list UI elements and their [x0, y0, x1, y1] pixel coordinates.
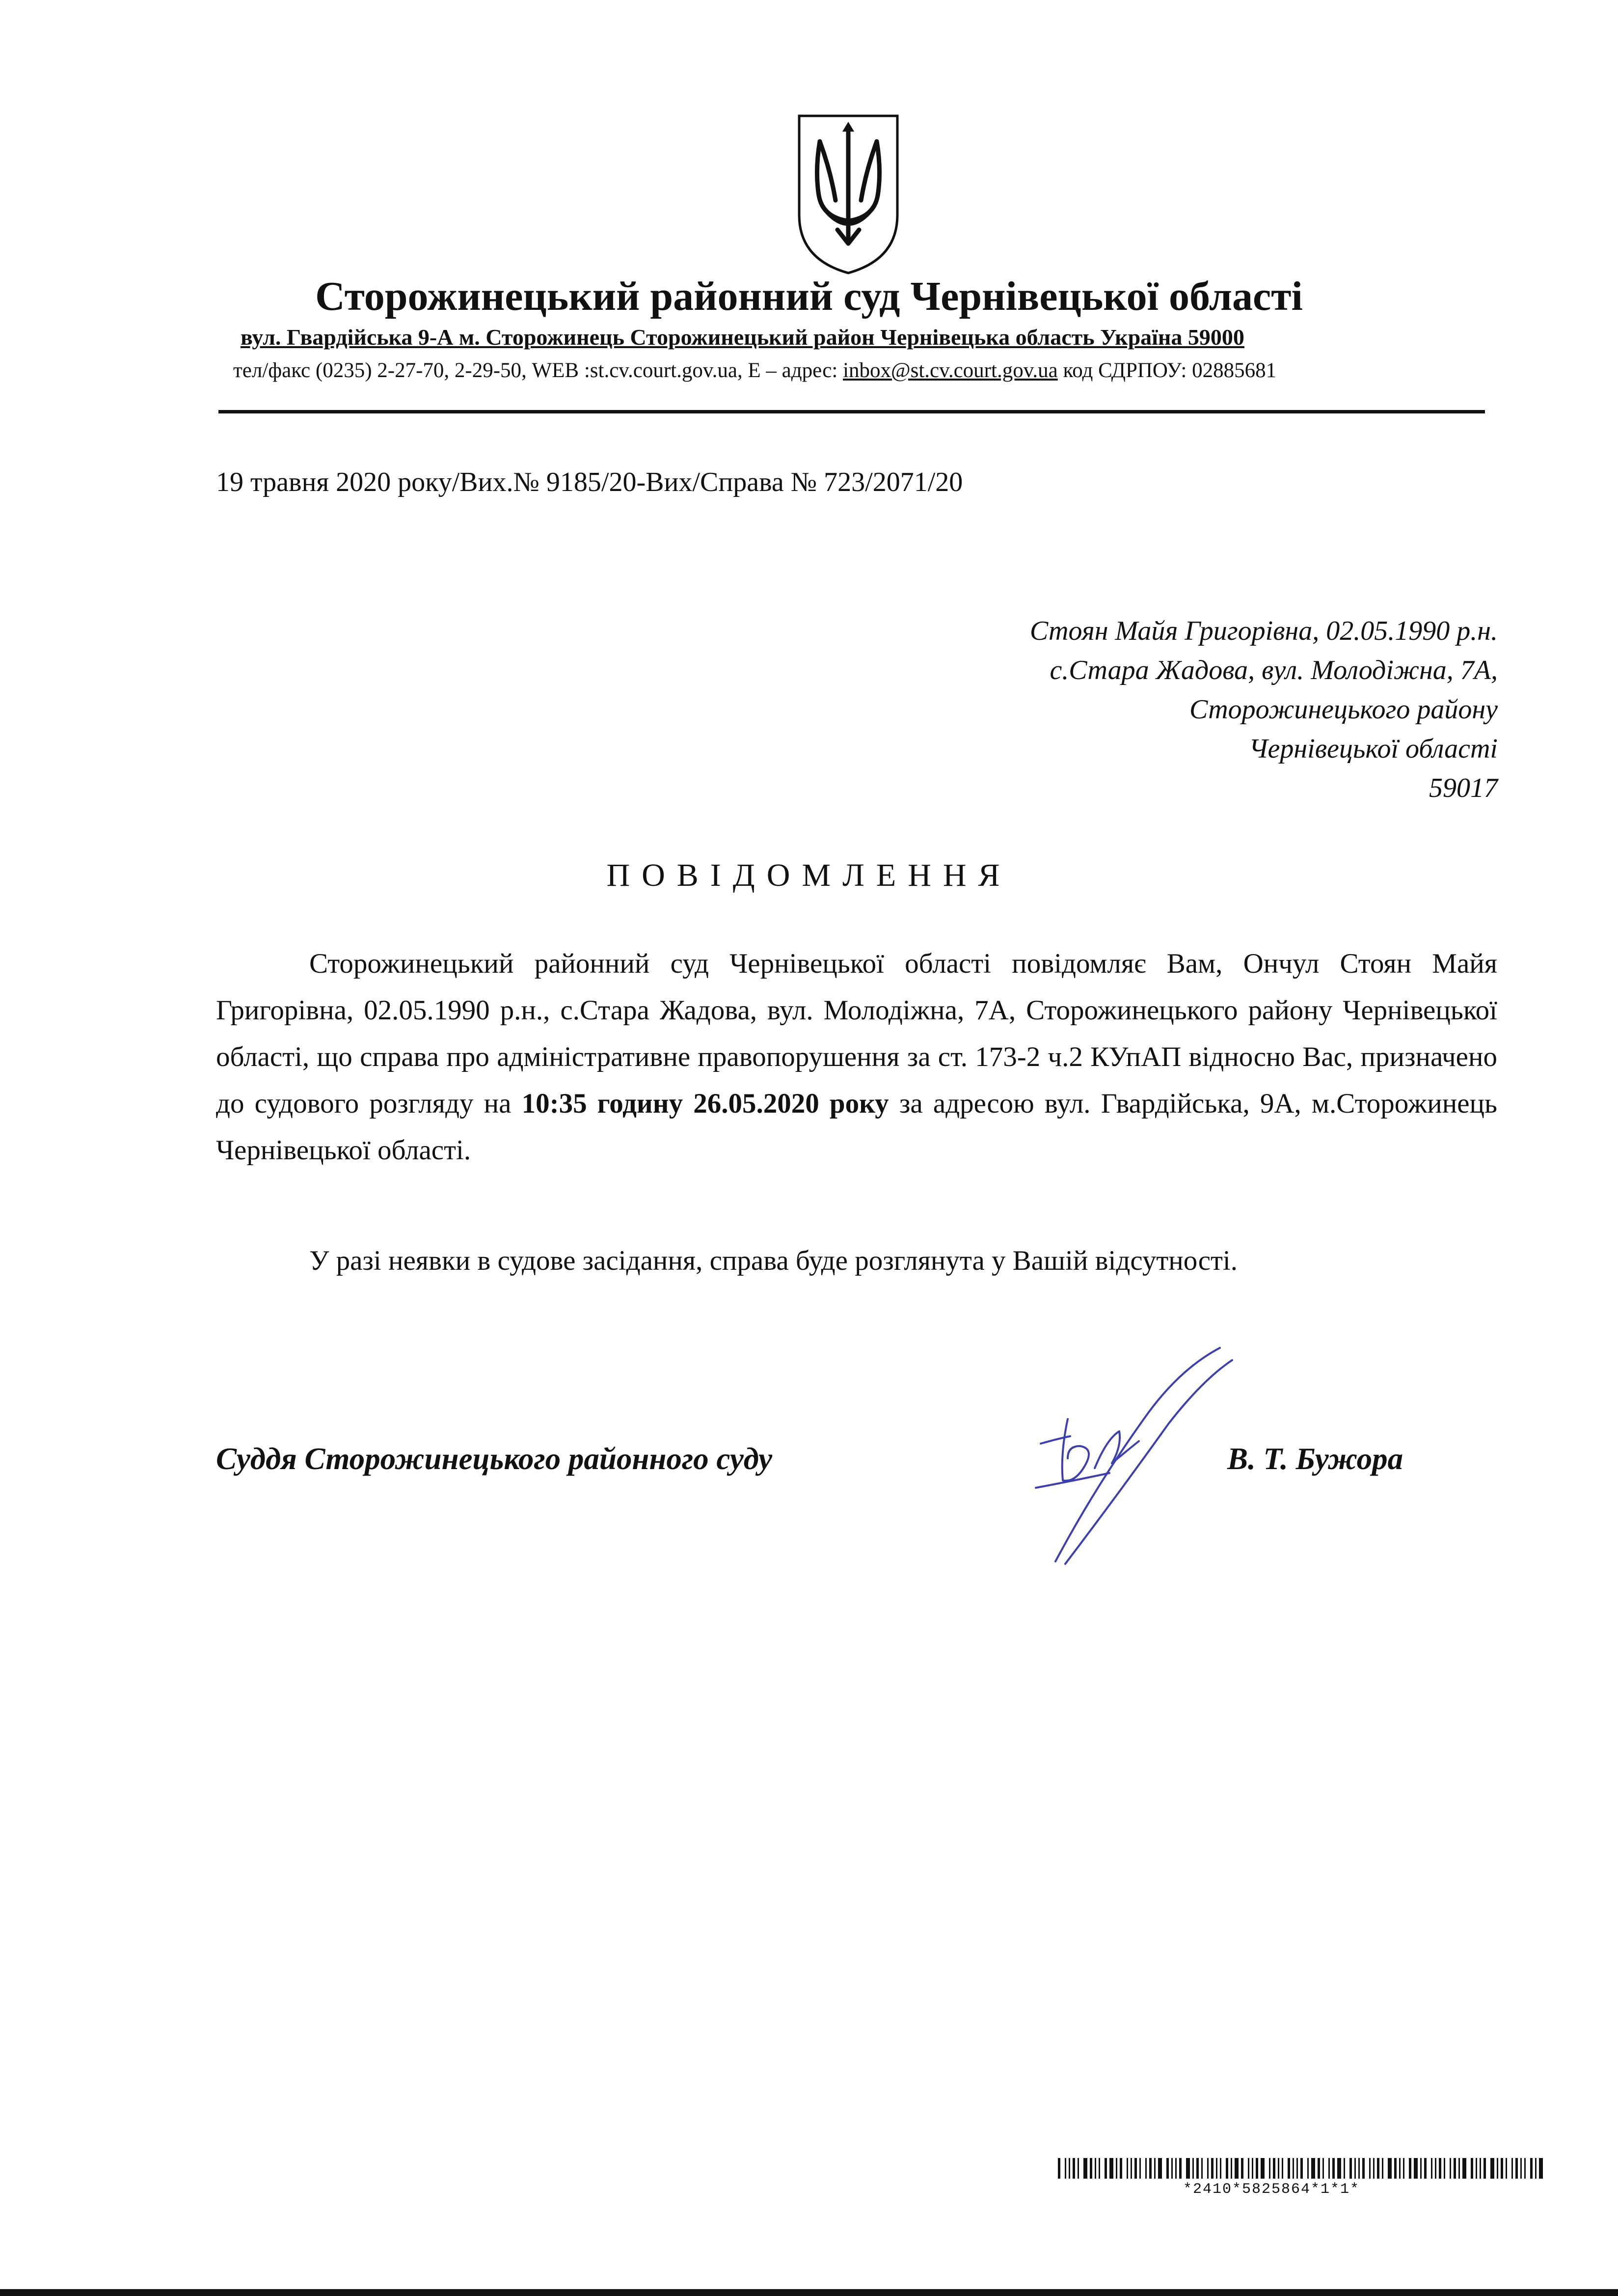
barcode-bar — [1288, 2158, 1290, 2179]
barcode-bar — [1241, 2158, 1243, 2179]
barcode-bar — [1409, 2158, 1411, 2179]
bottom-edge-line — [0, 2289, 1618, 2296]
barcode-bar — [1171, 2158, 1173, 2179]
barcode-bar — [1444, 2158, 1445, 2179]
barcode-bar — [1179, 2158, 1182, 2179]
barcode-bar — [1192, 2158, 1194, 2179]
barcode-bar — [1273, 2158, 1275, 2179]
barcode-bar — [1337, 2158, 1341, 2179]
barcode-bar — [1454, 2158, 1456, 2179]
barcode-bar — [1439, 2158, 1441, 2179]
barcode-bar — [1083, 2158, 1087, 2179]
barcode-icon — [1058, 2158, 1544, 2179]
barcode-bar — [1362, 2158, 1365, 2179]
barcode-bar — [1377, 2158, 1379, 2179]
court-name: Сторожинецький районний суд Чернівецької області — [315, 273, 1303, 319]
barcode-bar — [1207, 2158, 1209, 2179]
barcode-bar — [1501, 2158, 1503, 2179]
barcode-bar — [1511, 2158, 1513, 2179]
barcode-bar — [1116, 2158, 1117, 2179]
barcode-bar — [1109, 2158, 1113, 2179]
barcode-bar — [1127, 2158, 1128, 2179]
barcode-bar — [1369, 2158, 1371, 2179]
barcode-bar — [1520, 2158, 1522, 2179]
barcode-bar — [1201, 2158, 1203, 2179]
barcode-bar — [1328, 2158, 1330, 2179]
paragraph-text: за адресою вул. Гвардійська, 9А, м.Сторожинець Чернівецької області. — [216, 1088, 1497, 1166]
barcode-bar — [1261, 2158, 1265, 2179]
barcode-bar — [1530, 2158, 1533, 2179]
header-divider — [218, 410, 1485, 413]
barcode-bar — [1216, 2158, 1217, 2179]
barcode-bar — [1497, 2158, 1498, 2179]
barcode-bar — [1344, 2158, 1345, 2179]
barcode-bar — [1399, 2158, 1401, 2179]
barcode-bar — [1506, 2158, 1507, 2179]
barcode-bar — [1307, 2158, 1309, 2179]
reference-line: 19 травня 2020 року/Вих.№ 9185/20-Вих/Справа № 723/2071/20 — [216, 467, 963, 497]
contacts-prefix: тел/факс (0235) 2-27-70, 2-29-50, WEB :st.cv.court.gov.ua, Е – адрес: — [233, 359, 843, 382]
hearing-datetime: 10:35 годину 26.05.2020 року — [521, 1088, 889, 1119]
barcode-bar — [1539, 2158, 1543, 2179]
barcode-bar — [1358, 2158, 1360, 2179]
email-link[interactable]: inbox@st.cv.court.gov.ua — [843, 359, 1058, 382]
barcode-bar — [1095, 2158, 1096, 2179]
barcode-bar — [1524, 2158, 1526, 2179]
barcode-bar — [1462, 2158, 1466, 2179]
barcode-bar — [1435, 2158, 1436, 2179]
barcode-bar — [1388, 2158, 1392, 2179]
court-contacts — [233, 358, 1276, 383]
barcode-bar — [1158, 2158, 1162, 2179]
barcode-bar — [1480, 2158, 1481, 2179]
barcode-bar — [1458, 2158, 1460, 2179]
paragraph-text: Сторожинецький районний суд Чернівецької області повідомляє Вам, Ончул Стоян Майя Григорівна, 02.05.1990 р.н., с.Стара Жадова, вул. Молодіжна, 7А, Сторожинецького району Чернівецької області, що справа про адміністративне правопорушення за ст. 173-2 ч.2 КУпАП відносно Вас, призначено до судового розгляду на — [216, 948, 1497, 1119]
barcode-bar — [1450, 2158, 1451, 2179]
barcode-bar — [1256, 2158, 1258, 2179]
barcode-bar — [1349, 2158, 1352, 2179]
barcode-bar — [1131, 2158, 1132, 2179]
barcode-bar — [1073, 2158, 1075, 2179]
barcode-bar — [1420, 2158, 1422, 2179]
body-text — [216, 940, 1497, 1348]
barcode-bar — [1490, 2158, 1494, 2179]
barcode-bar — [1483, 2158, 1486, 2179]
barcode-bar — [1293, 2158, 1294, 2179]
barcode-bar — [1248, 2158, 1249, 2179]
barcode-bar — [1196, 2158, 1199, 2179]
barcode-bar — [1269, 2158, 1270, 2179]
barcode-bar — [1099, 2158, 1100, 2179]
barcode-bar — [1154, 2158, 1156, 2179]
barcode-bar — [1231, 2158, 1232, 2179]
barcode-bar — [1332, 2158, 1335, 2179]
barcode-bar — [1300, 2158, 1303, 2179]
barcode-bar — [1535, 2158, 1537, 2179]
recipient-line: 59017 — [1429, 773, 1498, 803]
barcode-bar — [1252, 2158, 1253, 2179]
recipient-line: Чернівецької області — [1248, 734, 1498, 764]
recipient-line: Сторожинецького району — [1189, 694, 1498, 725]
barcode-bar — [1373, 2158, 1375, 2179]
barcode-bar — [1211, 2158, 1214, 2179]
contacts-suffix: код СДРПОУ: 02885681 — [1057, 359, 1277, 382]
barcode-bar — [1431, 2158, 1432, 2179]
barcode-bar — [1226, 2158, 1228, 2179]
barcode-bar — [1382, 2158, 1383, 2179]
barcode-number: *2410*5825864*1*1* — [1183, 2181, 1360, 2198]
barcode-bar — [1403, 2158, 1404, 2179]
barcode-bar — [1175, 2158, 1177, 2179]
barcode-bar — [1515, 2158, 1518, 2179]
judge-name: В. Т. Бужора — [1227, 1442, 1403, 1476]
barcode-bar — [1424, 2158, 1427, 2179]
body-paragraph — [216, 940, 1497, 1174]
coat-of-arms-icon — [793, 112, 903, 277]
recipient-line: Стоян Майя Григорівна, 02.05.1990 р.н. — [1029, 616, 1498, 646]
barcode-bar — [1354, 2158, 1356, 2179]
body-paragraph: У разі неявки в судове засідання, справа буде розглянута у Вашій відсутності. — [309, 1245, 1238, 1276]
barcode-bar — [1078, 2158, 1079, 2179]
barcode-bar — [1186, 2158, 1190, 2179]
barcode-bar — [1322, 2158, 1324, 2179]
barcode-bar — [1149, 2158, 1152, 2179]
handwritten-signature — [1021, 1340, 1247, 1571]
barcode-bar — [1145, 2158, 1147, 2179]
barcode-bar — [1394, 2158, 1397, 2179]
barcode-bar — [1069, 2158, 1070, 2179]
recipient-line: с.Стара Жадова, вул. Молодіжна, 7А, — [1050, 655, 1498, 685]
document-title: ПОВІДОМЛЕННЯ — [606, 857, 1012, 893]
barcode-bar — [1090, 2158, 1092, 2179]
recipient-block — [1030, 611, 1498, 808]
barcode-bar — [1220, 2158, 1221, 2179]
barcode-bar — [1282, 2158, 1283, 2179]
barcode-bar — [1058, 2158, 1060, 2179]
barcode-bar — [1414, 2158, 1418, 2179]
barcode-bar — [1311, 2158, 1315, 2179]
barcode-bar — [1166, 2158, 1169, 2179]
barcode-bar — [1120, 2158, 1122, 2179]
barcode-bar — [1105, 2158, 1107, 2179]
barcode-bar — [1476, 2158, 1477, 2179]
signature-role: Суддя Сторожинецького районного суду — [216, 1442, 773, 1476]
barcode-bar — [1134, 2158, 1137, 2179]
barcode-bar — [1471, 2158, 1473, 2179]
barcode-bar — [1235, 2158, 1239, 2179]
barcode-bar — [1065, 2158, 1066, 2179]
barcode-bar — [1139, 2158, 1141, 2179]
barcode-bar — [1296, 2158, 1298, 2179]
barcode-bar — [1278, 2158, 1279, 2179]
court-address: вул. Гвардійська 9-А м. Сторожинець Сторожинецький район Чернівецька область Україна 59000 — [241, 325, 1244, 350]
barcode-bar — [1318, 2158, 1320, 2179]
